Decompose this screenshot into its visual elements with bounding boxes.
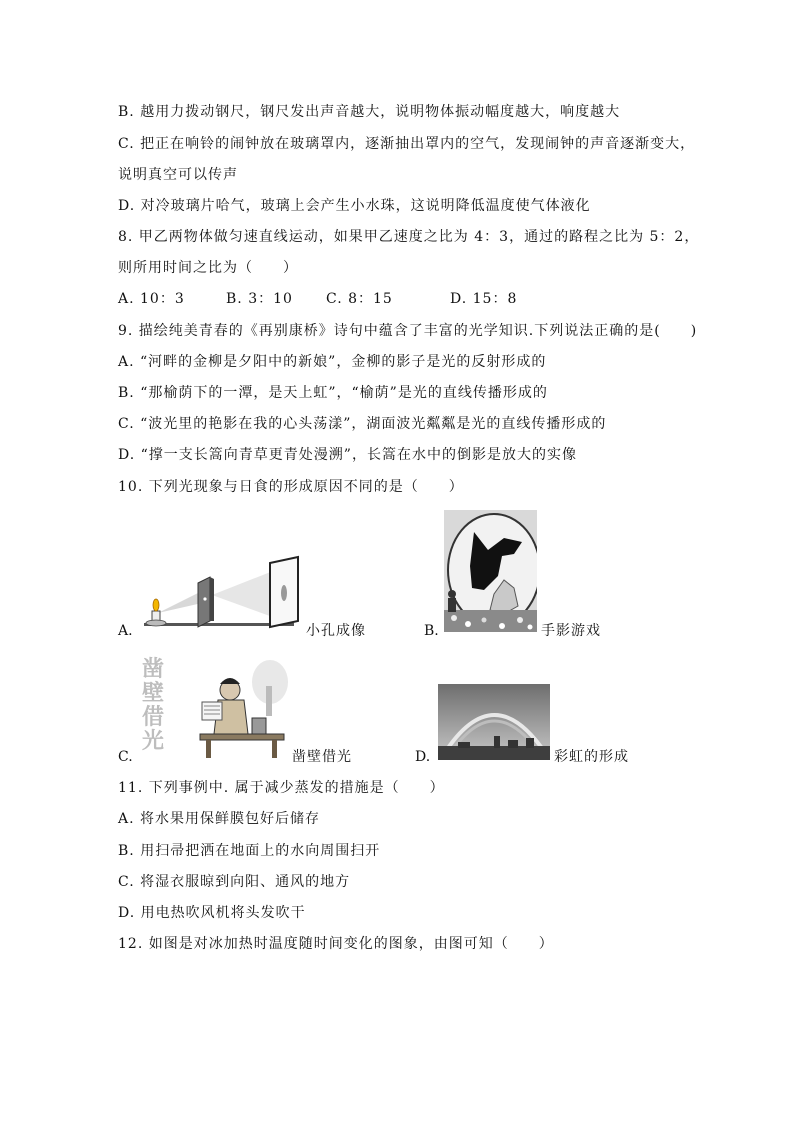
q8-stem-line2: 则所用时间之比为（ ）	[118, 260, 298, 276]
q9-option-c: C. “波光里的艳影在我的心头荡漾”，湖面波光粼粼是光的直线传播形成的	[118, 416, 607, 432]
q10-option-c-label: C.	[118, 749, 133, 765]
q12-stem: 12. 如图是对冰加热时温度随时间变化的图象，由图可知（ ）	[118, 936, 554, 952]
rainbow-figure	[438, 684, 550, 760]
q10-option-b-caption: 手影游戏	[541, 623, 601, 639]
q8-option-c: C. 8：15	[326, 291, 393, 307]
q10-option-b-label: B.	[424, 623, 439, 639]
q10-option-a-label: A.	[118, 623, 133, 639]
q8-stem-line1: 8. 甲乙两物体做匀速直线运动，如果甲乙速度之比为 4：3，通过的路程之比为 5：2，	[118, 229, 700, 245]
q11-stem: 11. 下列事例中. 属于减少蒸发的措施是（ ）	[118, 780, 445, 796]
q7-option-b: B. 越用力拨动钢尺，钢尺发出声音越大，说明物体振动幅度越大，响度越大	[118, 104, 621, 120]
q8-option-a: A. 10：3	[118, 291, 185, 307]
q11-option-d: D. 用电热吹风机将头发吹干	[118, 905, 306, 921]
q11-option-b: B. 用扫帚把洒在地面上的水向周围扫开	[118, 843, 381, 859]
q8-option-d: D. 15：8	[450, 291, 518, 307]
hand-shadow-figure	[444, 510, 537, 632]
q10-stem: 10. 下列光现象与日食的形成原因不同的是（ ）	[118, 479, 464, 495]
q10-option-a-caption: 小孔成像	[306, 623, 366, 639]
q11-option-c: C. 将湿衣服晾到向阳、通风的地方	[118, 874, 351, 890]
q10-option-d-label: D.	[415, 749, 431, 765]
q10-option-c-caption: 凿壁借光	[292, 749, 352, 765]
q7-option-d: D. 对冷玻璃片哈气，玻璃上会产生小水珠，这说明降低温度使气体液化	[118, 198, 591, 214]
chiseling-wall-image-text: 凿壁借光	[142, 657, 165, 754]
pinhole-imaging-figure	[140, 555, 302, 635]
q9-option-a: A. “河畔的金柳是夕阳中的新娘”，金柳的影子是光的反射形成的	[118, 354, 547, 370]
q7-option-c-line2: 说明真空可以传声	[118, 167, 238, 183]
q9-option-b: B. “那榆荫下的一潭，是天上虹”，“榆荫”是光的直线传播形成的	[118, 385, 548, 401]
q9-stem: 9. 描绘纯美青春的《再别康桥》诗句中蕴含了丰富的光学知识.下列说法正确的是( )	[118, 323, 698, 339]
q8-option-b: B. 3：10	[226, 291, 293, 307]
q7-option-c-line1: C. 把正在响铃的闹钟放在玻璃罩内，逐渐抽出罩内的空气，发现闹钟的声音逐渐变大，	[118, 136, 696, 152]
q10-option-d-caption: 彩虹的形成	[554, 749, 629, 765]
q9-option-d: D. “撑一支长篙向青草更青处漫溯”，长篙在水中的倒影是放大的实像	[118, 447, 577, 463]
chiseling-wall-figure	[140, 656, 288, 760]
q11-option-a: A. 将水果用保鲜膜包好后储存	[118, 811, 321, 827]
